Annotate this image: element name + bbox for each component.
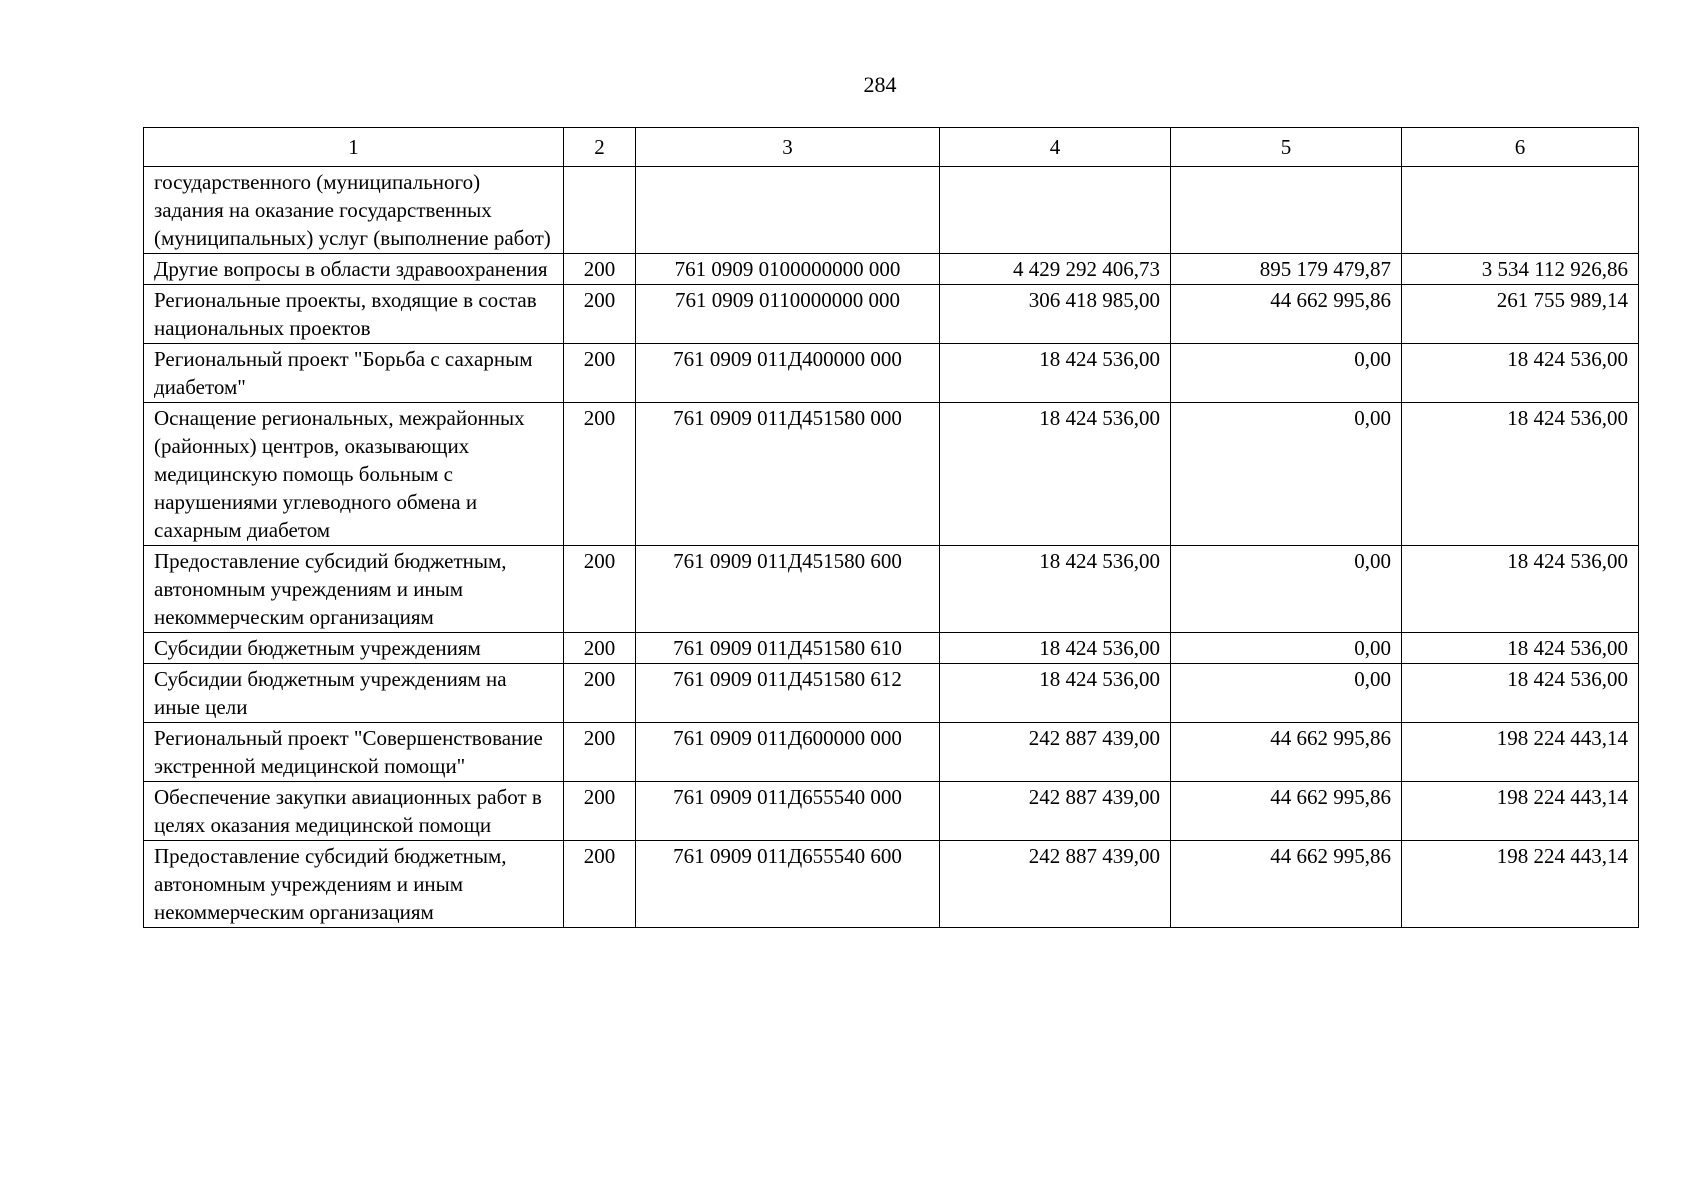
table-row — [144, 546, 1639, 633]
cell-classification-code: 761 0909 011Д400000 000 — [636, 344, 940, 403]
column-header-4: 4 — [940, 128, 1171, 167]
cell-amount-col6: 3 534 112 926,86 — [1402, 254, 1639, 285]
cell-amount-col4: 242 887 439,00 — [940, 782, 1171, 841]
cell-code: 200 — [564, 664, 636, 723]
table-row — [144, 167, 1639, 254]
header-row — [144, 128, 1639, 167]
cell-code — [564, 167, 636, 254]
cell-code: 200 — [564, 633, 636, 664]
cell-amount-col5: 44 662 995,86 — [1171, 841, 1402, 928]
cell-name: Региональный проект "Борьба с сахарным диабетом" — [144, 344, 564, 403]
page-number: 284 — [863, 72, 897, 97]
cell-amount-col4: 242 887 439,00 — [940, 841, 1171, 928]
cell-code: 200 — [564, 285, 636, 344]
cell-amount-col6: 18 424 536,00 — [1402, 633, 1639, 664]
cell-name: Оснащение региональных, межрайонных (районных) центров, оказывающих медицинскую помощь больным с нарушениями углеводного обмена и сахарным диабетом — [144, 403, 564, 546]
cell-amount-col6: 18 424 536,00 — [1402, 344, 1639, 403]
cell-amount-col4 — [940, 167, 1171, 254]
cell-amount-col5: 44 662 995,86 — [1171, 782, 1402, 841]
cell-amount-col5 — [1171, 167, 1402, 254]
cell-classification-code: 761 0909 011Д600000 000 — [636, 723, 940, 782]
table-header — [144, 128, 1639, 167]
cell-classification-code: 761 0909 011Д655540 000 — [636, 782, 940, 841]
cell-name: Региональный проект "Совершенствование экстренной медицинской помощи" — [144, 723, 564, 782]
table-row — [144, 285, 1639, 344]
cell-code: 200 — [564, 723, 636, 782]
column-header-1: 1 — [144, 128, 564, 167]
cell-amount-col5: 0,00 — [1171, 633, 1402, 664]
cell-amount-col4: 4 429 292 406,73 — [940, 254, 1171, 285]
table-row — [144, 254, 1639, 285]
table-row — [144, 633, 1639, 664]
cell-code: 200 — [564, 546, 636, 633]
cell-amount-col6: 198 224 443,14 — [1402, 782, 1639, 841]
table-row — [144, 344, 1639, 403]
cell-amount-col6: 18 424 536,00 — [1402, 546, 1639, 633]
cell-code: 200 — [564, 254, 636, 285]
table-row — [144, 782, 1639, 841]
cell-amount-col6: 18 424 536,00 — [1402, 664, 1639, 723]
cell-amount-col5: 44 662 995,86 — [1171, 285, 1402, 344]
column-header-3: 3 — [636, 128, 940, 167]
cell-amount-col5: 0,00 — [1171, 546, 1402, 633]
cell-name: Региональные проекты, входящие в состав национальных проектов — [144, 285, 564, 344]
cell-amount-col6: 198 224 443,14 — [1402, 841, 1639, 928]
budget-table — [143, 127, 1639, 928]
cell-amount-col4: 18 424 536,00 — [940, 546, 1171, 633]
cell-name: Обеспечение закупки авиационных работ в целях оказания медицинской помощи — [144, 782, 564, 841]
cell-amount-col5: 44 662 995,86 — [1171, 723, 1402, 782]
cell-amount-col6: 18 424 536,00 — [1402, 403, 1639, 546]
cell-classification-code: 761 0909 0110000000 000 — [636, 285, 940, 344]
table-row — [144, 841, 1639, 928]
cell-name: Субсидии бюджетным учреждениям — [144, 633, 564, 664]
column-header-5: 5 — [1171, 128, 1402, 167]
cell-classification-code: 761 0909 011Д451580 600 — [636, 546, 940, 633]
cell-amount-col4: 306 418 985,00 — [940, 285, 1171, 344]
cell-amount-col5: 895 179 479,87 — [1171, 254, 1402, 285]
column-header-2: 2 — [564, 128, 636, 167]
cell-name: Предоставление субсидий бюджетным, автономным учреждениям и иным некоммерческим организациям — [144, 546, 564, 633]
cell-code: 200 — [564, 344, 636, 403]
cell-code: 200 — [564, 841, 636, 928]
cell-amount-col4: 242 887 439,00 — [940, 723, 1171, 782]
cell-amount-col4: 18 424 536,00 — [940, 664, 1171, 723]
cell-name: Субсидии бюджетным учреждениям на иные цели — [144, 664, 564, 723]
cell-amount-col5: 0,00 — [1171, 344, 1402, 403]
table-row — [144, 723, 1639, 782]
table-row — [144, 403, 1639, 546]
cell-name: Другие вопросы в области здравоохранения — [144, 254, 564, 285]
cell-classification-code: 761 0909 011Д451580 610 — [636, 633, 940, 664]
cell-code: 200 — [564, 403, 636, 546]
table-body — [144, 167, 1639, 928]
cell-amount-col4: 18 424 536,00 — [940, 633, 1171, 664]
cell-code: 200 — [564, 782, 636, 841]
cell-classification-code: 761 0909 011Д451580 000 — [636, 403, 940, 546]
cell-amount-col6: 261 755 989,14 — [1402, 285, 1639, 344]
cell-classification-code: 761 0909 011Д451580 612 — [636, 664, 940, 723]
cell-name: Предоставление субсидий бюджетным, автономным учреждениям и иным некоммерческим организациям — [144, 841, 564, 928]
cell-classification-code: 761 0909 011Д655540 600 — [636, 841, 940, 928]
cell-classification-code: 761 0909 0100000000 000 — [636, 254, 940, 285]
cell-amount-col6: 198 224 443,14 — [1402, 723, 1639, 782]
cell-amount-col4: 18 424 536,00 — [940, 344, 1171, 403]
column-header-6: 6 — [1402, 128, 1639, 167]
cell-name: государственного (муниципального) задания на оказание государственных (муниципальных) услуг (выполнение работ) — [144, 167, 564, 254]
cell-amount-col5: 0,00 — [1171, 403, 1402, 546]
cell-amount-col5: 0,00 — [1171, 664, 1402, 723]
cell-amount-col4: 18 424 536,00 — [940, 403, 1171, 546]
cell-classification-code — [636, 167, 940, 254]
table-row — [144, 664, 1639, 723]
cell-amount-col6 — [1402, 167, 1639, 254]
